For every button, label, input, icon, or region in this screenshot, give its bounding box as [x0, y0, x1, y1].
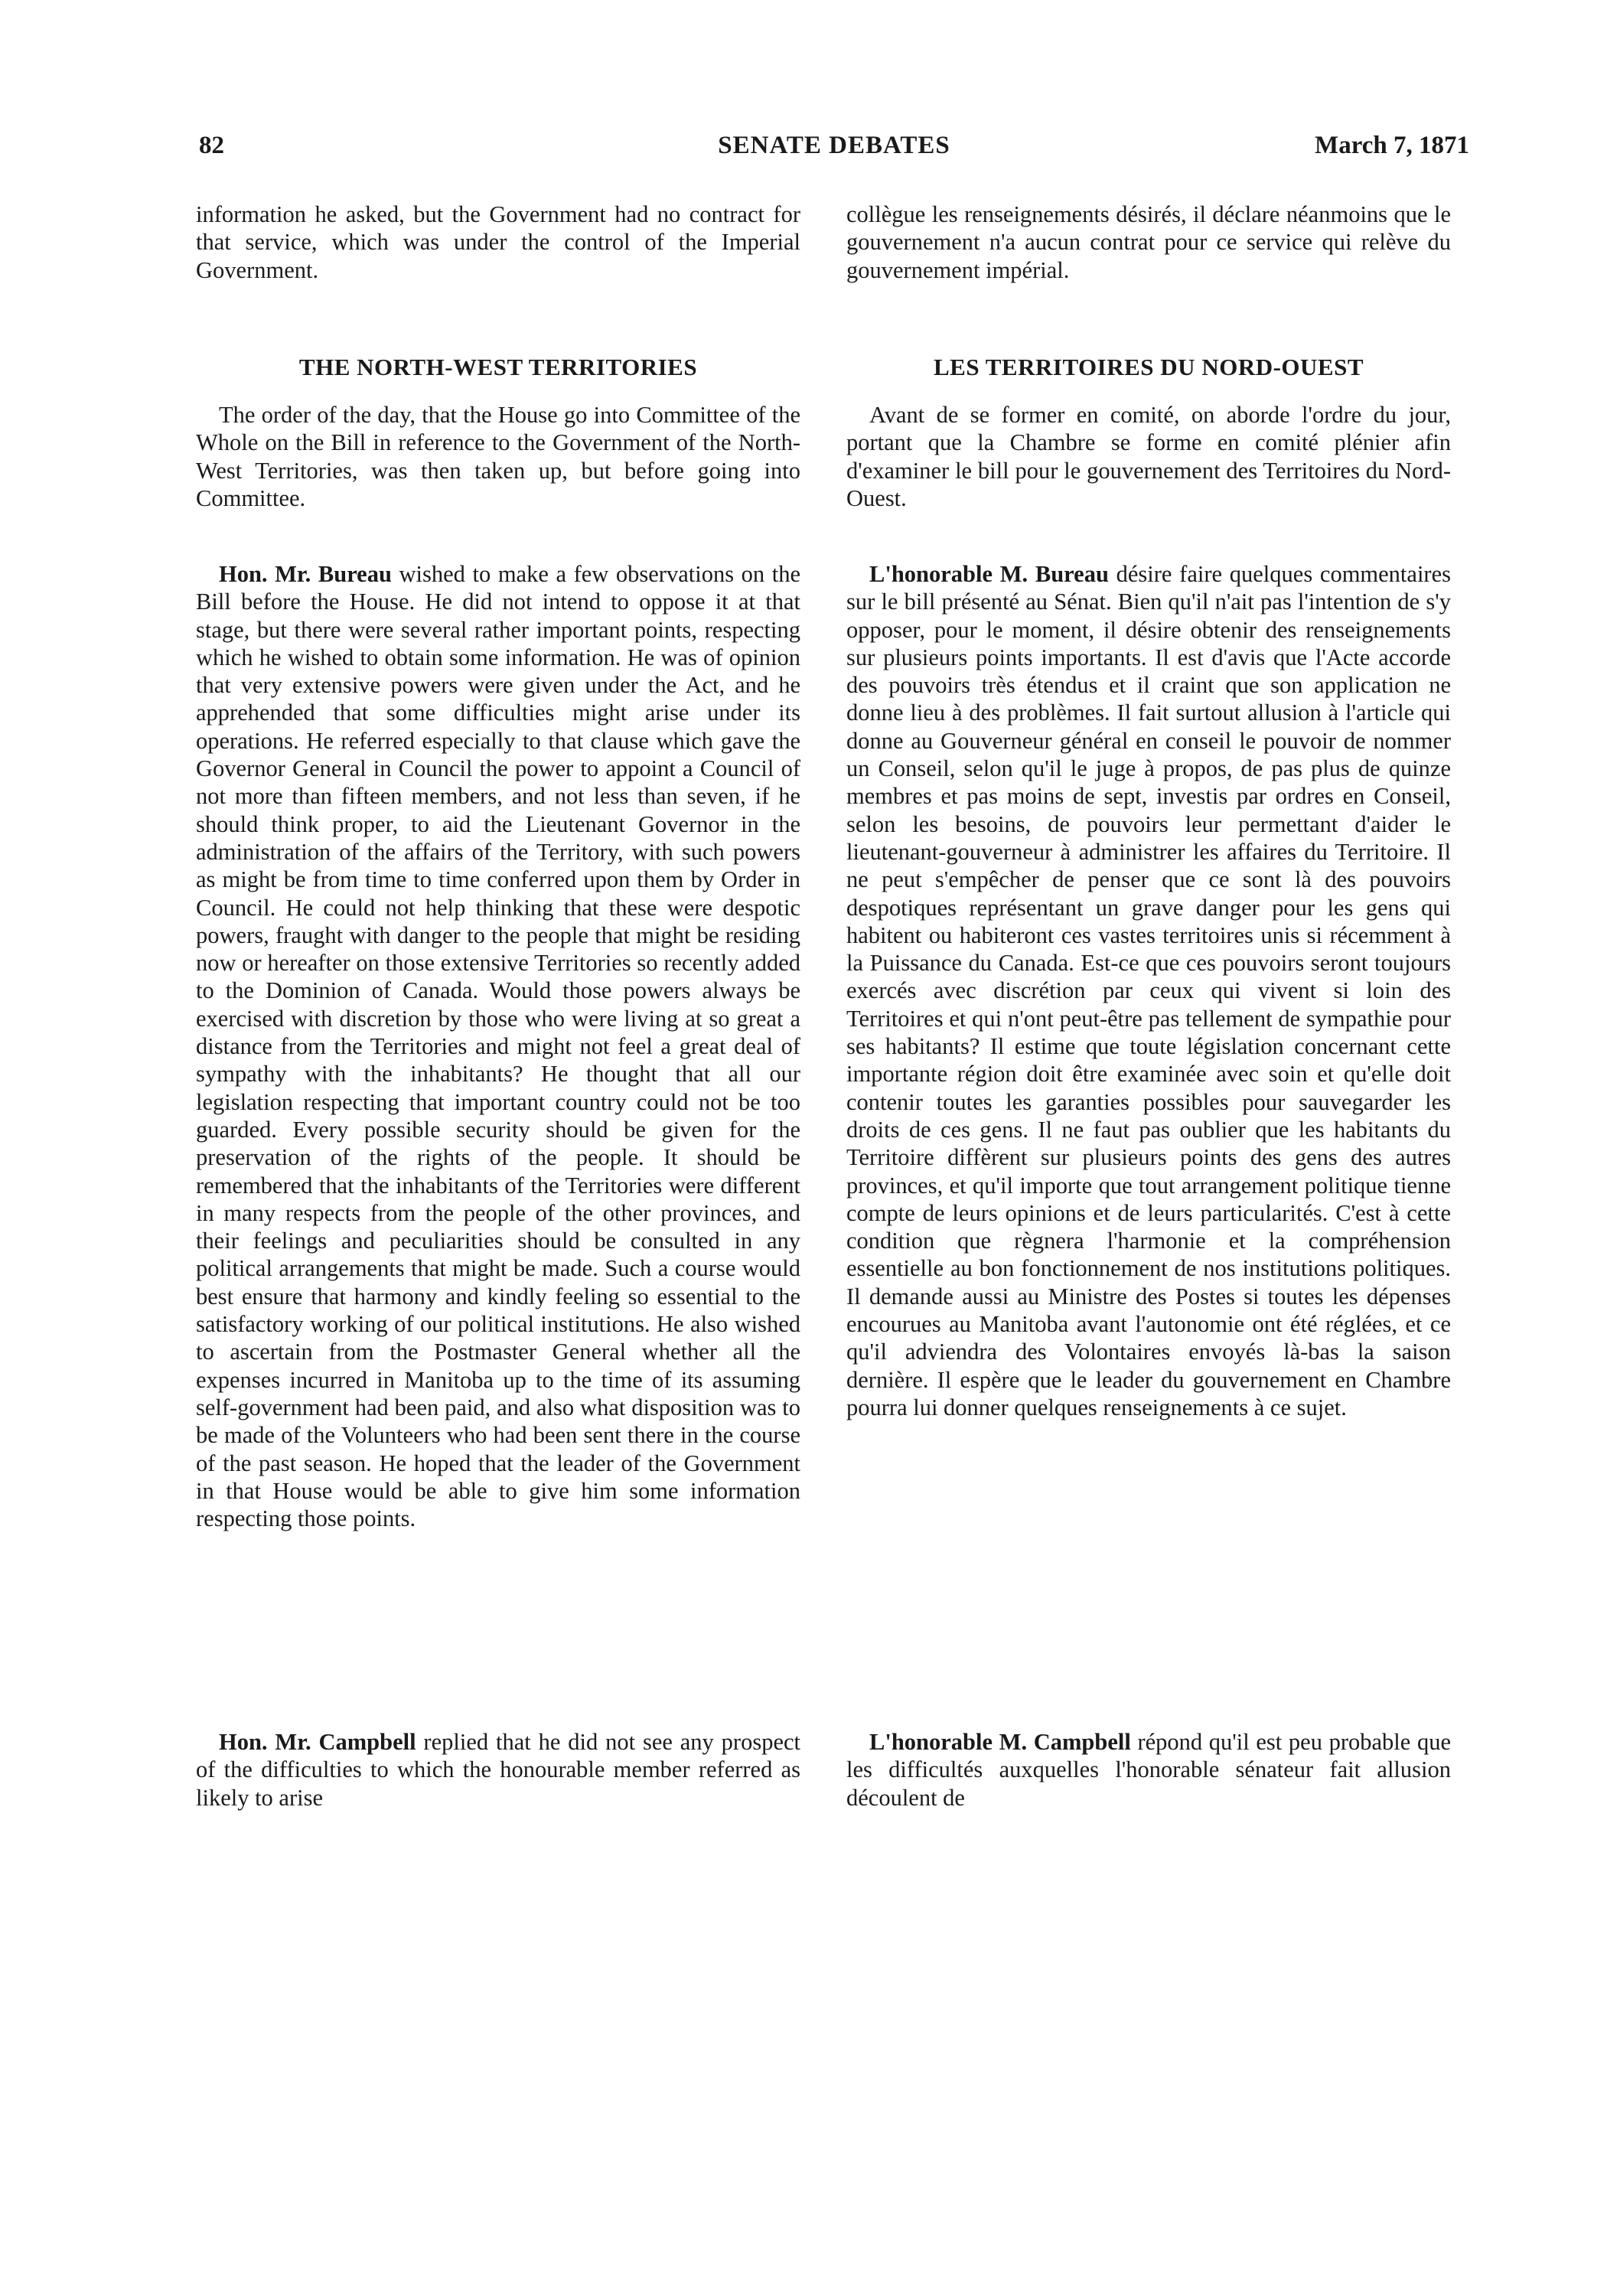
french-campbell-text: répond qu'il est peu probable que les difficultés auxquelles l'honorable sénateur fait allusion découlent de: [846, 1729, 1451, 1811]
english-order-paragraph: [196, 401, 800, 512]
english-continuation: [196, 201, 800, 284]
publication-title: SENATE DEBATES: [718, 132, 950, 159]
english-campbell-speech: [196, 1728, 800, 1812]
english-section-heading: THE NORTH-WEST TERRITORIES: [298, 354, 698, 380]
english-bureau-paragraph: [196, 560, 800, 1532]
page-date: March 7, 1871: [1315, 132, 1469, 159]
page-header: [199, 132, 1469, 170]
french-campbell-paragraph: [846, 1728, 1451, 1812]
french-order-text: Avant de se former en comité, on aborde l'ordre du jour, portant que la Chambre se forme en comité plénier afin d'examiner le bill pour le gouvernement des Territoires du Nord-Ouest.: [846, 402, 1451, 511]
english-campbell-speaker: Hon. Mr. Campbell: [219, 1729, 416, 1755]
english-bureau-speaker: Hon. Mr. Bureau: [219, 561, 392, 587]
french-campbell-speaker: L'honorable M. Campbell: [869, 1729, 1131, 1755]
english-bureau-speech: [196, 560, 800, 1532]
french-bureau-text: désire faire quelques commentaires sur le bill présenté au Sénat. Bien qu'il n'ait pas l'intention de s'y opposer, pour le moment, il désire obtenir des renseignements sur plusieurs points importants. Il est d'avis que l'Acte accorde des pouvoirs très étendus et il craint que son application ne donne lieu à des problèmes. Il fait surtout allusion à l'article qui donne au Gouverneur général en conseil le pouvoir de nommer un Conseil, selon qu'il le juge à propos, de pas plus de quinze membres et pas moins de sept, investis par ordres en Conseil, selon les besoins, de pouvoirs leur permettant d'aider le lieutenant-gouverneur à administrer les affaires du Territoire. Il ne peut s'empêcher de penser que ce sont là des pouvoirs despotiques représentant un grave danger pour les gens qui habitent ou habiteront ces vastes territoires unis si récemment à la Puissance du Canada. Est-ce que ces pouvoirs seront toujours exercés avec discrétion par ceux qui vivent si loin des Territoires et qui n'ont peut-être pas tellement de sympathie pour ses habitants? Il estime que toute législation concernant cette importante région doit être examinée avec soin et qu'elle doit contenir toutes les garanties possibles pour sauvegarder les droits de ces gens. Il ne faut pas oublier que les habitants du Territoire diffèrent sur plusieurs points des gens des autres provinces, et qu'il importe que tout arrangement politique tienne compte de leurs opinions et de leurs particularités. C'est à cette condition que règnera l'harmonie et la compréhension essentielle au bon fonctionnement de nos institutions politiques. Il demande aussi au Ministre des Postes si toutes les dépenses encourues au Manitoba avant l'autonomie ont été réglées, et ce qu'il adviendra des Volontaires envoyés là-bas la saison dernière. Il espère que le leader du gouvernement en Chambre pourra lui donner quelques renseignements à ce sujet.: [846, 561, 1451, 1420]
french-bureau-paragraph: [846, 560, 1451, 1421]
french-bureau-speech: [846, 560, 1451, 1421]
english-bureau-text: wished to make a few observations on the Bill before the House. He did not intend to oppose it at that stage, but there were several rather important points, respecting which he wished to obtain some information. He was of opinion that very extensive powers were given under the Act, and he apprehended that some difficulties might arise under its operations. He referred especially to that clause which gave the Governor General in Council the power to appoint a Council of not more than fifteen members, and not less than seven, if he should think proper, to aid the Lieutenant Governor in the administration of the affairs of the Territory, with such powers as might be from time to time conferred upon them by Order in Council. He could not help thinking that these were despotic powers, fraught with danger to the people that might be residing now or hereafter on those extensive Territories so recently added to the Dominion of Canada. Would those powers always be exercised with discretion by those who were living at so great a distance from the Territories and might not feel a great deal of sympathy with the inhabitants? He thought that all our legislation respecting that important country could not be too guarded. Every possible security should be given for the preservation of the rights of the people. It should be remembered that the inhabitants of the Territories were different in many respects from the people of the other provinces, and their feelings and peculiarities should be consulted in any political arrangements that might be made. Such a course would best ensure that harmony and kindly feeling so essential to the satisfactory working of our political institutions. He also wished to ascertain from the Postmaster General whether all the expenses incurred in Manitoba up to the time of its assuming self-government had been paid, and also what disposition was to be made of the Volunteers who had been sent there in the course of the past season. He hoped that the leader of the Government in that House would be able to give him some information respecting those points.: [196, 561, 800, 1532]
english-campbell-paragraph: [196, 1728, 800, 1812]
english-campbell-text: replied that he did not see any prospect of the difficulties to which the honourable member referred as likely to arise: [196, 1729, 800, 1811]
french-section-heading: LES TERRITOIRES DU NORD-OUEST: [933, 354, 1364, 380]
french-campbell-speech: [846, 1728, 1451, 1812]
french-bureau-speaker: L'honorable M. Bureau: [869, 561, 1109, 587]
french-order-paragraph: [846, 401, 1451, 512]
page-number: 82: [199, 132, 224, 159]
english-order-text: The order of the day, that the House go into Committee of the Whole on the Bill in reference to the Government of the North-West Territories, was then taken up, but before going into Committee.: [196, 402, 800, 511]
french-continuation: [846, 201, 1451, 284]
english-continuation-text: information he asked, but the Government had no contract for that service, which was under the control of the Imperial Government.: [196, 201, 800, 283]
french-continuation-text: collègue les renseignements désirés, il déclare néanmoins que le gouvernement n'a aucun contrat pour ce service qui relève du gouvernement impérial.: [846, 201, 1451, 283]
